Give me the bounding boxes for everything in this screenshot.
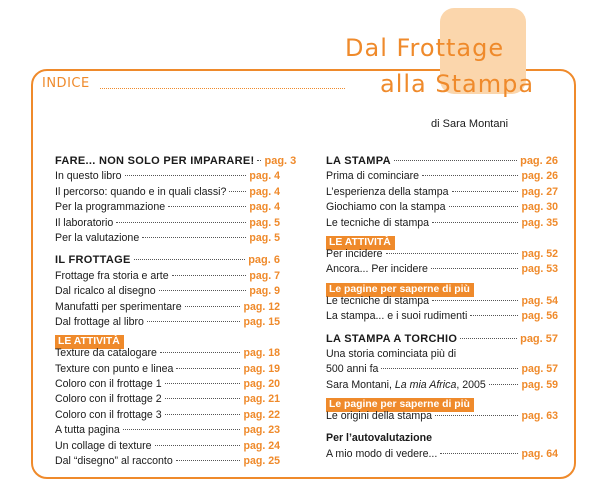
- page-number: pag. 54: [521, 294, 558, 307]
- toc-entry[interactable]: [55, 393, 280, 408]
- toc-entry[interactable]: [55, 363, 280, 378]
- dot-leader: [431, 268, 519, 269]
- toc-entry[interactable]: [55, 409, 280, 424]
- toc-entry[interactable]: [55, 316, 280, 331]
- toc-entry-label: Frottage fra storia e arte: [55, 269, 169, 282]
- toc-entry[interactable]: [55, 378, 280, 393]
- toc-entry-label: Le origini della stampa: [326, 410, 432, 423]
- page-number: pag. 5: [249, 231, 280, 244]
- entry-label-part: Sara Montani,: [326, 378, 395, 391]
- dot-leader: [489, 384, 519, 385]
- section-band-row: [55, 331, 280, 347]
- toc-entry[interactable]: [326, 263, 558, 278]
- toc-entry-label: Coloro con il frottage 1: [55, 378, 162, 391]
- section-heading-label: LA STAMPA: [326, 155, 391, 167]
- toc-entry-label: Texture da catalogare: [55, 347, 157, 360]
- toc-entry[interactable]: [55, 201, 280, 216]
- toc-entry-label: Coloro con il frottage 3: [55, 408, 162, 421]
- toc-entry[interactable]: [55, 232, 280, 247]
- toc-section-heading[interactable]: [326, 333, 558, 348]
- dot-leader: [381, 368, 518, 369]
- page-number: pag. 22: [243, 408, 280, 421]
- dot-leader: [257, 160, 261, 161]
- page-number: pag. 59: [521, 378, 558, 391]
- toc-entry-label: A mio modo di vedere...: [326, 447, 438, 460]
- toc-entry[interactable]: [326, 170, 558, 185]
- toc-section-heading[interactable]: [55, 254, 280, 269]
- page-number: pag. 12: [243, 300, 280, 313]
- page-number: pag. 7: [249, 269, 280, 282]
- dot-leader: [460, 338, 517, 339]
- dot-leader: [116, 222, 246, 223]
- toc-section-heading[interactable]: [326, 155, 558, 170]
- dot-leader: [159, 290, 247, 291]
- page-number: pag. 26: [521, 170, 558, 183]
- page-number: pag. 53: [521, 263, 558, 276]
- toc-entry-label: 500 anni fa: [326, 363, 379, 376]
- toc-entry[interactable]: [55, 270, 280, 285]
- page-number: pag. 20: [243, 378, 280, 391]
- toc-entry[interactable]: [55, 424, 280, 439]
- toc-entry-label: In questo libro: [55, 170, 122, 183]
- section-subheading: Per l’autovalutazione: [326, 432, 432, 445]
- entry-label-part: , 2005: [456, 378, 486, 391]
- toc-entry-label: Manufatti per sperimentare: [55, 300, 182, 313]
- toc-entry[interactable]: [326, 363, 558, 378]
- page-number: pag. 23: [243, 424, 280, 437]
- toc-entry[interactable]: [326, 248, 558, 263]
- toc-entry-label: Coloro con il frottage 2: [55, 393, 162, 406]
- toc-entry-label: Le tecniche di stampa: [326, 216, 430, 229]
- page-number: pag. 57: [521, 363, 558, 376]
- dot-leader: [165, 383, 241, 384]
- dot-leader: [435, 415, 518, 416]
- book-title-line-1: Dal Frottage: [345, 34, 505, 62]
- toc-section-heading[interactable]: [55, 155, 297, 170]
- toc-entry-label: Il laboratorio: [55, 216, 114, 229]
- toc-entry[interactable]: [326, 410, 558, 425]
- toc-entry[interactable]: [55, 347, 280, 362]
- section-band: Le pagine per saperne di più: [326, 398, 474, 412]
- section-band-row: [326, 394, 558, 410]
- page-number: pag. 19: [243, 362, 280, 375]
- page-number: pag. 15: [243, 315, 280, 328]
- dot-leader: [160, 352, 241, 353]
- page-number: pag. 27: [521, 185, 558, 198]
- dot-leader: [147, 321, 241, 322]
- section-band-row: [326, 279, 558, 295]
- toc-entry[interactable]: [55, 301, 280, 316]
- page-number: pag. 26: [520, 155, 558, 167]
- dot-leader: [470, 315, 518, 316]
- dot-leader: [134, 259, 246, 260]
- toc-entry[interactable]: [326, 201, 558, 216]
- dot-leader: [165, 414, 241, 415]
- dot-leader: [452, 191, 519, 192]
- toc-entry-label: A tutta pagina: [55, 424, 120, 437]
- dot-leader: [176, 368, 240, 369]
- toc-entry[interactable]: [326, 379, 558, 394]
- dot-leader: [165, 398, 241, 399]
- toc-entry[interactable]: [55, 186, 280, 201]
- toc-entry-line: [326, 348, 558, 363]
- page-number: pag. 63: [521, 410, 558, 423]
- page-number: pag. 24: [243, 439, 280, 452]
- page-number: pag. 18: [243, 347, 280, 360]
- section-heading-label: FARE... NON SOLO PER IMPARARE!: [55, 155, 255, 167]
- toc-entry-label: Texture con punto e linea: [55, 362, 174, 375]
- toc-right-column: [326, 155, 558, 463]
- page-number: pag. 4: [249, 201, 280, 214]
- dot-leader: [185, 306, 241, 307]
- page-number: pag. 64: [521, 447, 558, 460]
- dot-leader: [123, 429, 241, 430]
- section-gap: [55, 247, 280, 254]
- dot-leader: [168, 206, 246, 207]
- toc-entry[interactable]: [326, 310, 558, 325]
- dot-leader: [422, 175, 518, 176]
- toc-entry[interactable]: [326, 295, 558, 310]
- book-title-line-2: alla Stampa: [380, 70, 535, 98]
- toc-entry-label: Per la programmazione: [55, 201, 166, 214]
- page-number: pag. 3: [264, 155, 297, 167]
- dot-leader: [142, 237, 246, 238]
- dot-leader: [155, 445, 241, 446]
- toc-entry-label: Dal ricalco al disegno: [55, 285, 156, 298]
- section-gap: [326, 425, 558, 432]
- page-number: pag. 4: [249, 185, 280, 198]
- toc-left-column: [55, 155, 297, 470]
- index-label: INDICE: [42, 76, 90, 91]
- section-heading-label: IL FROTTAGE: [55, 254, 131, 267]
- section-band-row: [326, 232, 558, 248]
- dot-leader: [440, 453, 518, 454]
- toc-entry-label: Per incidere: [326, 247, 383, 260]
- toc-entry-label: Per la valutazione: [55, 231, 140, 244]
- page-number: pag. 57: [520, 332, 558, 345]
- toc-entry-label: Il percorso: quando e in quali classi?: [55, 185, 227, 198]
- toc-entry-label: Dal frottage al libro: [55, 315, 144, 328]
- toc-entry-label: Un collage di texture: [55, 439, 152, 452]
- toc-entry-label: L’esperienza della stampa: [326, 185, 449, 198]
- toc-entry-label: Prima di cominciare: [326, 170, 420, 183]
- page-number: pag. 25: [243, 455, 280, 468]
- toc-entry[interactable]: [326, 448, 558, 463]
- toc-entry-label: Le tecniche di stampa: [326, 294, 430, 307]
- section-band: Le pagine per saperne di più: [326, 283, 474, 297]
- page-number: pag. 5: [249, 216, 280, 229]
- toc-entry[interactable]: [55, 170, 280, 185]
- dot-leader: [172, 275, 247, 276]
- toc-entry[interactable]: [55, 285, 280, 300]
- page-number: pag. 9: [249, 285, 280, 298]
- toc-entry-label: Giochiamo con la stampa: [326, 201, 446, 214]
- page-number: pag. 52: [521, 247, 558, 260]
- section-band: LE ATTIVITÀ: [55, 335, 124, 349]
- dot-leader: [176, 460, 241, 461]
- section-band: LE ATTIVITÀ: [326, 236, 395, 250]
- toc-entry[interactable]: [326, 186, 558, 201]
- toc-entry-label: [326, 379, 486, 391]
- page-number: pag. 35: [521, 216, 558, 229]
- dot-leader: [394, 160, 517, 161]
- toc-entry[interactable]: [55, 455, 280, 470]
- dot-leader: [125, 175, 247, 176]
- dot-leader: [432, 222, 518, 223]
- dot-leader: [432, 300, 518, 301]
- page-number: pag. 6: [248, 254, 280, 267]
- index-dotted-rule: [100, 88, 345, 89]
- dot-leader: [449, 206, 519, 207]
- dot-leader: [229, 191, 246, 192]
- toc-entry[interactable]: [55, 217, 280, 232]
- page-number: pag. 4: [249, 170, 280, 183]
- toc-entry-label: Una storia cominciata più di: [326, 347, 457, 360]
- page-number: pag. 30: [521, 201, 558, 214]
- page-number: pag. 21: [243, 393, 280, 406]
- toc-entry[interactable]: [55, 440, 280, 455]
- toc-entry-label: Ancora... Per incidere: [326, 263, 428, 276]
- page-number: pag. 56: [521, 310, 558, 323]
- toc-entry-label: La stampa... e i suoi rudimenti: [326, 310, 468, 323]
- section-heading-label: LA STAMPA A TORCHIO: [326, 332, 458, 345]
- section-gap: [326, 326, 558, 333]
- toc-entry-label: Dal “disegno” al racconto: [55, 455, 173, 468]
- dot-leader: [386, 253, 519, 254]
- author-credit: di Sara Montani: [431, 118, 509, 130]
- toc-entry[interactable]: [326, 217, 558, 232]
- entry-label-italic: La mia Africa: [394, 378, 457, 391]
